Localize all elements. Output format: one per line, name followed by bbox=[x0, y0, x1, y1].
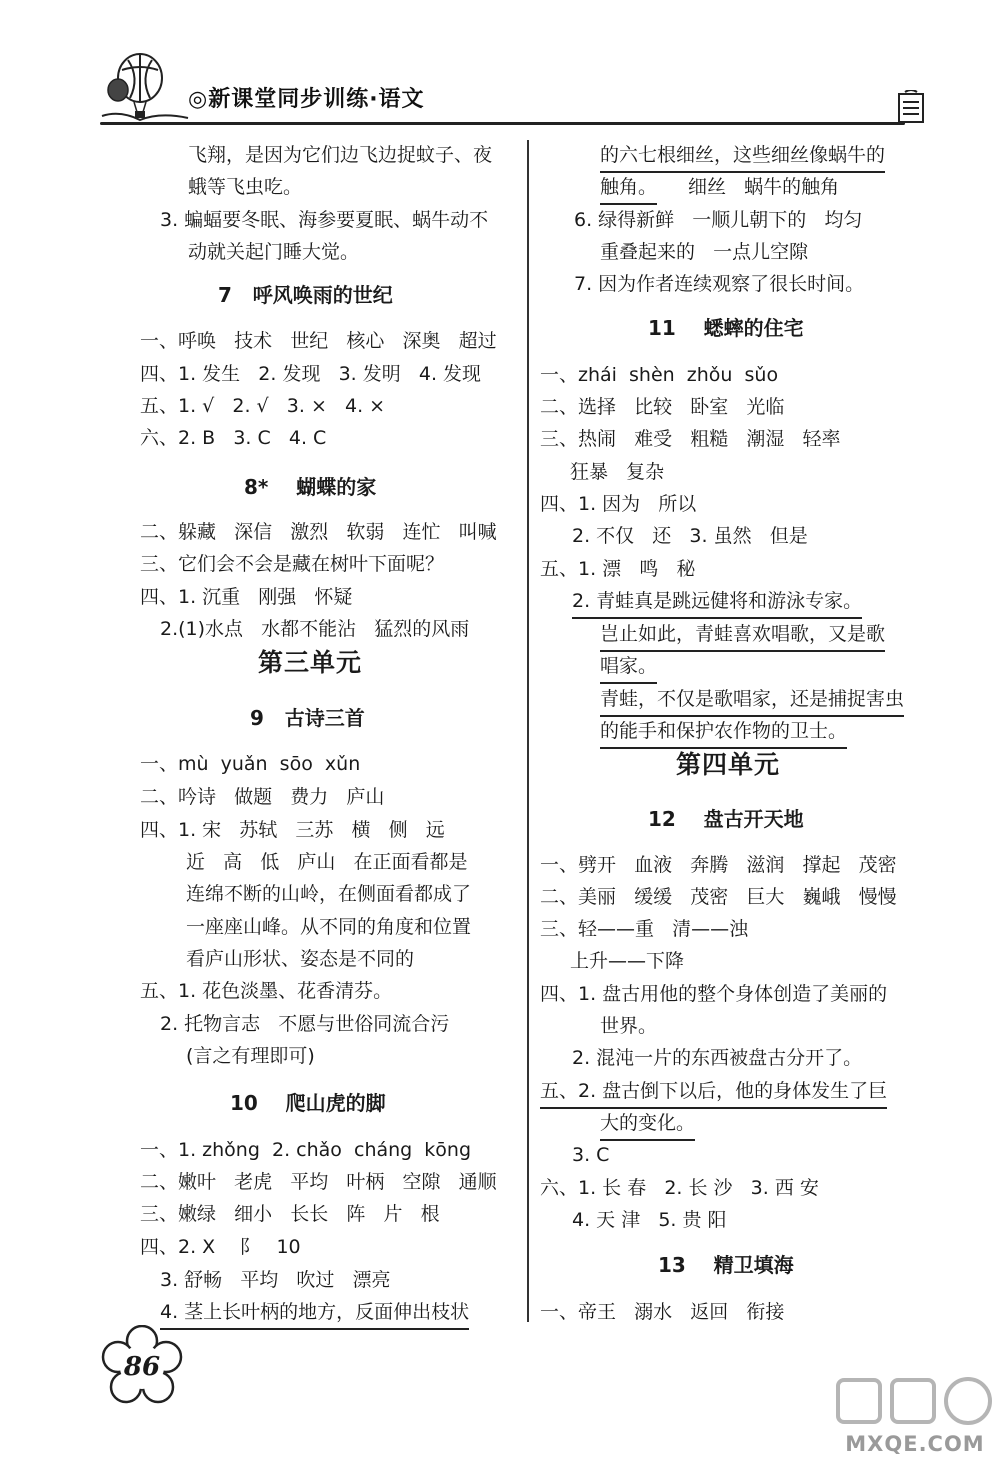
watermark-logo-icon bbox=[830, 1370, 1000, 1430]
lesson-heading: 8* 蝴蝶的家 bbox=[244, 475, 377, 499]
text-line: 四、1. 盘古用他的整个身体创造了美丽的 bbox=[540, 983, 888, 1005]
text-line: 四、1. 因为 所以 bbox=[540, 493, 697, 515]
text-line: 2. 托物言志 不愿与世俗同流合污 bbox=[160, 1013, 450, 1035]
column-divider bbox=[527, 140, 529, 1322]
hot-air-balloon-icon bbox=[100, 50, 190, 125]
text-line: 三、热闹 难受 粗糙 潮湿 轻率 bbox=[540, 428, 841, 450]
underlined-text-line: 的六七根细丝，这些细丝像蜗牛的 bbox=[600, 140, 885, 173]
lesson-heading: 11 蟋蟀的住宅 bbox=[648, 316, 804, 340]
page-number-badge bbox=[100, 1325, 184, 1409]
text-line: 一、mù yuǎn sōo xǔn bbox=[140, 753, 361, 775]
lesson-heading: 12 盘古开天地 bbox=[648, 807, 804, 831]
text-line: 四、1. 宋 苏轼 三苏 横 侧 远 bbox=[140, 819, 445, 841]
text-line: 三、它们会不会是藏在树叶下面呢？ bbox=[140, 553, 445, 575]
watermark bbox=[830, 1370, 1000, 1461]
text-line: 3. 舒畅 平均 吹过 漂亮 bbox=[160, 1269, 391, 1291]
text-line: 五、1. 花色淡墨、花香清芬。 bbox=[140, 980, 393, 1002]
page-header bbox=[0, 0, 1000, 140]
text-line: 二、选择 比较 卧室 光临 bbox=[540, 396, 785, 418]
text-line: 蛾等飞虫吃。 bbox=[188, 176, 303, 198]
underlined-text-line: 五、2. 盘古倒下以后，他的身体发生了巨 bbox=[540, 1076, 887, 1109]
lesson-heading: 7 呼风唤雨的世纪 bbox=[218, 283, 393, 307]
underlined-text-line: 大的变化。 bbox=[600, 1108, 695, 1141]
text-line: 五、1. 漂 鸣 秘 bbox=[540, 558, 696, 580]
text-line: 3. 蝙蝠要冬眠、海参要夏眠、蜗牛动不 bbox=[160, 209, 489, 231]
header-title: ◎新课堂同步训练·语文 bbox=[188, 87, 425, 112]
text-line: 2.(1)水点 水都不能沾 猛烈的风雨 bbox=[160, 618, 470, 640]
text-line: 3. C bbox=[572, 1144, 610, 1166]
text-line: 六、2. B 3. C 4. C bbox=[140, 427, 327, 449]
text-line: 一、呼唤 技术 世纪 核心 深奥 超过 bbox=[140, 330, 497, 352]
text-line: 六、1. 长 春 2. 长 沙 3. 西 安 bbox=[540, 1177, 819, 1199]
text-line: 7. 因为作者连续观察了很长时间。 bbox=[574, 273, 865, 295]
text-line: 一、帝王 溺水 返回 衔接 bbox=[540, 1301, 785, 1323]
text-line: 飞翔，是因为它们边飞边捉蚊子、夜 bbox=[188, 144, 493, 166]
text-line: 三、轻——重 清——浊 bbox=[540, 918, 749, 940]
underlined-text-line: 触角。 bbox=[600, 172, 657, 205]
text-line: 连绵不断的山岭，在侧面看都成了 bbox=[186, 883, 472, 905]
text-line: 四、2. X 阝 10 bbox=[140, 1236, 301, 1258]
underlined-text-line: 2. 青蛙真是跳远健将和游泳专家。 bbox=[572, 586, 862, 619]
text-line: 2. 混沌一片的东西被盘古分开了。 bbox=[572, 1047, 863, 1069]
text-line: 动就关起门睡大觉。 bbox=[188, 241, 360, 263]
watermark-text: MXQE.COM bbox=[845, 1432, 985, 1456]
decoration-icon bbox=[895, 90, 935, 126]
text-line: 四、1. 沉重 刚强 怀疑 bbox=[140, 586, 353, 608]
text-line: 三、嫩绿 细小 长长 阵 片 根 bbox=[140, 1203, 440, 1225]
text-line: 一、劈开 血液 奔腾 滋润 撑起 茂密 bbox=[540, 854, 897, 876]
text-line: 二、躲藏 深信 激烈 软弱 连忙 叫喊 bbox=[140, 521, 497, 543]
text-line: 二、嫩叶 老虎 平均 叶柄 空隙 通顺 bbox=[140, 1171, 497, 1193]
text-line: 6. 绿得新鲜 一顺儿朝下的 均匀 bbox=[574, 209, 863, 231]
header-rule bbox=[100, 122, 905, 125]
lesson-heading: 13 精卫填海 bbox=[658, 1253, 794, 1277]
underlined-text-line: 青蛙，不仅是歌唱家，还是捕捉害虫 bbox=[600, 684, 904, 717]
underlined-text-line: 唱家。 bbox=[600, 651, 657, 684]
unit-heading: 第三单元 bbox=[258, 648, 363, 677]
text-line: 重叠起来的 一点儿空隙 bbox=[600, 241, 809, 263]
text-line: 一、zhái shèn zhǒu sǔo bbox=[540, 364, 779, 386]
page-number: 86 bbox=[123, 1352, 161, 1382]
text-line: 一、1. zhǒng 2. chǎo cháng kōng bbox=[140, 1139, 472, 1161]
text-line: 二、吟诗 做题 费力 庐山 bbox=[140, 786, 385, 808]
text-line: 上升——下降 bbox=[570, 950, 685, 972]
unit-heading: 第四单元 bbox=[676, 750, 781, 779]
text-line: 近 高 低 庐山 在正面看都是 bbox=[186, 851, 468, 873]
text-line: 世界。 bbox=[600, 1015, 658, 1037]
text-line: (言之有理即可) bbox=[186, 1045, 315, 1067]
text-line: 五、1. √ 2. √ 3. × 4. × bbox=[140, 395, 386, 417]
text-line: 一座座山峰。从不同的角度和位置 bbox=[186, 916, 472, 938]
underlined-text-line: 4. 茎上长叶柄的地方，反面伸出枝状 bbox=[160, 1297, 469, 1330]
text-line: 狂暴 复杂 bbox=[570, 461, 665, 483]
text-line: 二、美丽 缓缓 茂密 巨大 巍峨 慢慢 bbox=[540, 886, 897, 908]
lesson-heading: 9 古诗三首 bbox=[250, 706, 365, 730]
text-line: 4. 天 津 5. 贵 阳 bbox=[572, 1209, 727, 1231]
lesson-heading: 10 爬山虎的脚 bbox=[230, 1091, 386, 1115]
text-line: 四、1. 发生 2. 发现 3. 发明 4. 发现 bbox=[140, 363, 482, 385]
text-line: 细丝 蜗牛的触角 bbox=[688, 176, 840, 198]
underlined-text-line: 的能手和保护农作物的卫士。 bbox=[600, 716, 847, 749]
text-line: 看庐山形状、姿态是不同的 bbox=[186, 948, 415, 970]
underlined-text-line: 岂止如此，青蛙喜欢唱歌，又是歌 bbox=[600, 619, 885, 652]
text-line: 2. 不仅 还 3. 虽然 但是 bbox=[572, 525, 808, 547]
